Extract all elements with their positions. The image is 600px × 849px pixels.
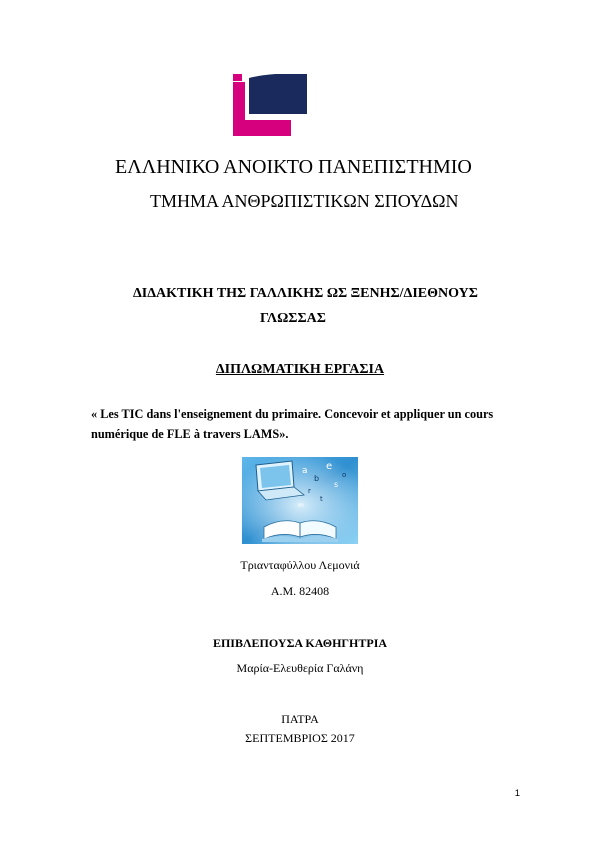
thesis-title-line1: « Les TIC dans l'enseignement du primaire. Concevoir et appliquer un cours [91,407,494,421]
university-name: ΕΛΛΗΝΙΚΟ ΑΝΟΙΚΤΟ ΠΑΝΕΠΙΣΤΗΜΙΟ [115,156,472,178]
svg-text:t: t [320,495,323,503]
svg-text:e: e [326,461,333,472]
university-logo [233,74,311,136]
svg-text:b: b [314,474,320,483]
svg-text:o: o [342,471,347,479]
course-title-line2: ΓΛΩΣΣΑΣ [260,311,326,326]
page-number: 1 [514,788,520,799]
supervisor-name: Μαρία-Ελευθερία Γαλάνη [236,661,364,675]
course-title-line1: ΔΙΔΑΚΤΙΚΗ ΤΗΣ ΓΑΛΛΙΚΗΣ ΩΣ ΞΕΝΗΣ/ΔΙΕΘΝΟΥΣ [133,286,478,301]
thesis-label: ΔΙΠΛΩΜΑΤΙΚΗ ΕΡΓΑΣΙΑ [215,362,385,377]
cover-illustration [242,457,358,544]
supervisor-label: ΕΠΙΒΛΕΠΟΥΣΑ ΚΑΘΗΓΗΤΡΙΑ [212,636,388,650]
author-name: Τριανταφύλλου Λεμονιά [240,558,360,572]
department-name: ΤΜΗΜΑ ΑΝΘΡΩΠΙΣΤΙΚΩΝ ΣΠΟΥΔΩΝ [150,191,459,211]
city: ΠΑΤΡΑ [281,712,319,726]
date: ΣΕΠΤΕΜΒΡΙΟΣ 2017 [245,731,355,745]
svg-text:m: m [298,502,304,509]
registration-number: Α.Μ. 82408 [270,584,330,598]
svg-text:s: s [334,480,339,489]
svg-text:r: r [308,487,311,495]
svg-text:a: a [302,466,308,476]
thesis-title [91,404,507,444]
thesis-title-line2: numérique de FLE à travers LAMS». [91,427,289,441]
